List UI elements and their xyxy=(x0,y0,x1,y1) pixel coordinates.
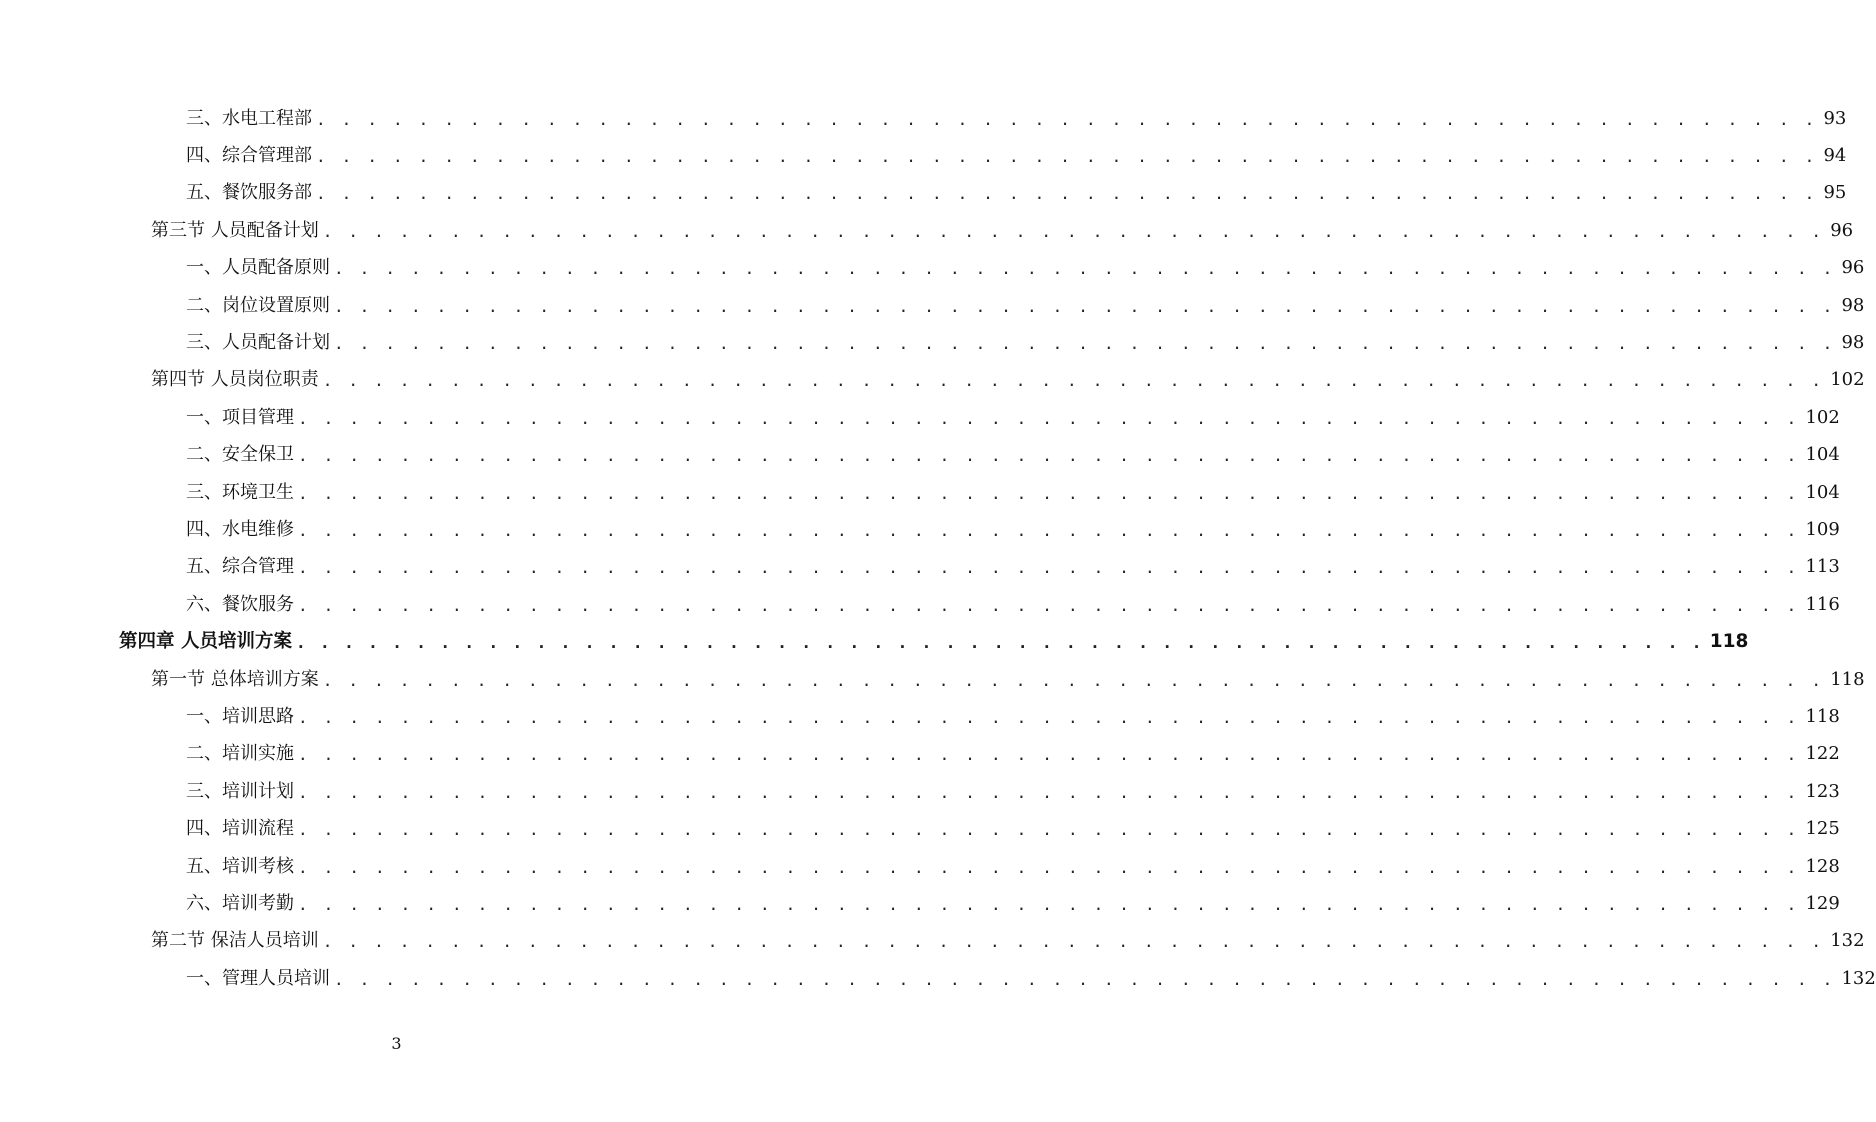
toc-entry-label: 三、人员配备计划 xyxy=(186,332,330,354)
toc-entry-page: 118 xyxy=(1830,668,1865,690)
toc-entry-page: 118 xyxy=(1709,631,1749,653)
toc-dot-leader: . . . . . . . . . . . . . . . . . . . . . . . . . . . . . . . . . . . . . . . . . . . . . . . . . . . . . . . . . . . xyxy=(322,932,1825,952)
toc-entry-label: 四、综合管理部 xyxy=(186,145,312,167)
toc-dot-leader: . . . . . . . . . . . . . . . . . . . . . . . . . . . . . . . . . . . . . . . . . . . . . . . . . . . . . . . . . . . xyxy=(298,820,1800,840)
toc-entry-page: 132 xyxy=(1830,930,1865,952)
toc-entry-page: 129 xyxy=(1805,892,1840,914)
toc-dot-leader: . . . . . . . . . . . . . . . . . . . . . . . . . . . . . . . . . . . . . . . . . . . . . . . . . . . . . . . . . . . xyxy=(298,446,1800,466)
toc-subsection-entry[interactable] xyxy=(0,586,1840,623)
toc-subsection-entry[interactable] xyxy=(0,511,1840,548)
toc-subsection-entry[interactable] xyxy=(0,100,1847,137)
toc-entry-label: 六、餐饮服务 xyxy=(186,593,294,615)
toc-subsection-entry[interactable] xyxy=(0,848,1840,885)
toc-entry-page: 123 xyxy=(1805,780,1840,802)
toc-entry-page: 102 xyxy=(1805,406,1840,428)
toc-dot-leader: . . . . . . . . . . . . . . . . . . . . . . . . . . . . . . . . . . . . . . . . . . . . . . . . . . . . . . . . . . . xyxy=(322,221,1825,241)
toc-subsection-entry[interactable] xyxy=(0,960,1876,997)
toc-dot-leader: . . . . . . . . . . . . . . . . . . . . . . . . . . . . . . . . . . . . . . . . . . . . . . . . . . . . . . . . . . . xyxy=(298,782,1800,802)
toc-subsection-entry[interactable] xyxy=(0,324,1865,361)
toc-entry-page: 104 xyxy=(1805,444,1840,466)
toc-dot-leader: . . . . . . . . . . . . . . . . . . . . . . . . . . . . . . . . . . . . . . . . . . . . . . . . . . . . . . . . . . . xyxy=(334,969,1836,989)
toc-entry-label: 五、餐饮服务部 xyxy=(186,182,312,204)
toc-dot-leader: . . . . . . . . . . . . . . . . . . . . . . . . . . . . . . . . . . . . . . . . . . . . . . . . . . . . . . . . . . . xyxy=(298,894,1800,914)
table-of-contents xyxy=(0,100,1876,997)
toc-dot-leader: . . . . . . . . . . . . . . . . . . . . . . . . . . . . . . . . . . . . . . . . . . . . . . . . . . . . . . . . . . . xyxy=(295,633,1704,653)
toc-entry-page: 95 xyxy=(1823,182,1847,204)
toc-subsection-entry[interactable] xyxy=(0,885,1840,922)
toc-entry-label: 一、人员配备原则 xyxy=(186,257,330,279)
toc-dot-leader: . . . . . . . . . . . . . . . . . . . . . . . . . . . . . . . . . . . . . . . . . . . . . . . . . . . . . . . . . . . xyxy=(298,595,1800,615)
toc-entry-label: 二、培训实施 xyxy=(186,743,294,765)
toc-subsection-entry[interactable] xyxy=(0,137,1847,174)
toc-dot-leader: . . . . . . . . . . . . . . . . . . . . . . . . . . . . . . . . . . . . . . . . . . . . . . . . . . . . . . . . . . . xyxy=(316,109,1818,129)
toc-entry-label: 一、培训思路 xyxy=(186,705,294,727)
toc-section-entry[interactable] xyxy=(0,923,1865,960)
toc-dot-leader: . . . . . . . . . . . . . . . . . . . . . . . . . . . . . . . . . . . . . . . . . . . . . . . . . . . . . . . . . . . xyxy=(298,707,1800,727)
toc-entry-page: 109 xyxy=(1805,518,1840,540)
toc-entry-page: 104 xyxy=(1805,481,1840,503)
toc-dot-leader: . . . . . . . . . . . . . . . . . . . . . . . . . . . . . . . . . . . . . . . . . . . . . . . . . . . . . . . . . . . xyxy=(322,371,1825,391)
toc-entry-label: 第一节 总体培训方案 xyxy=(151,668,319,690)
toc-entry-label: 第四章 人员培训方案 xyxy=(119,631,292,653)
toc-subsection-entry[interactable] xyxy=(0,437,1840,474)
toc-entry-label: 三、环境卫生 xyxy=(186,481,294,503)
toc-dot-leader: . . . . . . . . . . . . . . . . . . . . . . . . . . . . . . . . . . . . . . . . . . . . . . . . . . . . . . . . . . . xyxy=(334,259,1836,279)
toc-dot-leader: . . . . . . . . . . . . . . . . . . . . . . . . . . . . . . . . . . . . . . . . . . . . . . . . . . . . . . . . . . . xyxy=(298,483,1800,503)
toc-subsection-entry[interactable] xyxy=(0,175,1847,212)
toc-subsection-entry[interactable] xyxy=(0,287,1865,324)
toc-entry-page: 113 xyxy=(1805,556,1840,578)
toc-dot-leader: . . . . . . . . . . . . . . . . . . . . . . . . . . . . . . . . . . . . . . . . . . . . . . . . . . . . . . . . . . . xyxy=(298,558,1800,578)
toc-subsection-entry[interactable] xyxy=(0,549,1840,586)
toc-subsection-entry[interactable] xyxy=(0,474,1840,511)
toc-dot-leader: . . . . . . . . . . . . . . . . . . . . . . . . . . . . . . . . . . . . . . . . . . . . . . . . . . . . . . . . . . . xyxy=(334,334,1836,354)
toc-entry-label: 四、水电维修 xyxy=(186,518,294,540)
toc-dot-leader: . . . . . . . . . . . . . . . . . . . . . . . . . . . . . . . . . . . . . . . . . . . . . . . . . . . . . . . . . . . xyxy=(316,147,1818,167)
toc-entry-label: 第四节 人员岗位职责 xyxy=(151,369,319,391)
toc-subsection-entry[interactable] xyxy=(0,250,1865,287)
toc-entry-page: 118 xyxy=(1805,705,1840,727)
toc-dot-leader: . . . . . . . . . . . . . . . . . . . . . . . . . . . . . . . . . . . . . . . . . . . . . . . . . . . . . . . . . . . xyxy=(298,745,1800,765)
toc-dot-leader: . . . . . . . . . . . . . . . . . . . . . . . . . . . . . . . . . . . . . . . . . . . . . . . . . . . . . . . . . . . xyxy=(298,408,1800,428)
toc-entry-page: 98 xyxy=(1841,294,1865,316)
toc-entry-page: 93 xyxy=(1823,107,1847,129)
toc-entry-page: 102 xyxy=(1830,369,1865,391)
toc-entry-page: 128 xyxy=(1805,855,1840,877)
toc-entry-label: 三、水电工程部 xyxy=(186,107,312,129)
toc-entry-page: 116 xyxy=(1805,593,1840,615)
toc-entry-label: 五、培训考核 xyxy=(186,855,294,877)
toc-dot-leader: . . . . . . . . . . . . . . . . . . . . . . . . . . . . . . . . . . . . . . . . . . . . . . . . . . . . . . . . . . . xyxy=(298,520,1800,540)
toc-dot-leader: . . . . . . . . . . . . . . . . . . . . . . . . . . . . . . . . . . . . . . . . . . . . . . . . . . . . . . . . . . . xyxy=(334,296,1836,316)
toc-entry-page: 94 xyxy=(1823,145,1847,167)
toc-entry-label: 六、培训考勤 xyxy=(186,892,294,914)
toc-entry-label: 一、管理人员培训 xyxy=(186,967,330,989)
toc-entry-page: 132 xyxy=(1841,967,1876,989)
toc-subsection-entry[interactable] xyxy=(0,773,1840,810)
toc-entry-page: 96 xyxy=(1830,219,1854,241)
toc-section-entry[interactable] xyxy=(0,212,1854,249)
toc-entry-label: 五、综合管理 xyxy=(186,556,294,578)
toc-dot-leader: . . . . . . . . . . . . . . . . . . . . . . . . . . . . . . . . . . . . . . . . . . . . . . . . . . . . . . . . . . . xyxy=(322,670,1825,690)
toc-entry-label: 二、岗位设置原则 xyxy=(186,294,330,316)
toc-entry-page: 96 xyxy=(1841,257,1865,279)
toc-subsection-entry[interactable] xyxy=(0,399,1840,436)
toc-entry-label: 二、安全保卫 xyxy=(186,444,294,466)
toc-subsection-entry[interactable] xyxy=(0,736,1840,773)
toc-entry-label: 第二节 保洁人员培训 xyxy=(151,930,319,952)
toc-entry-label: 一、项目管理 xyxy=(186,406,294,428)
toc-subsection-entry[interactable] xyxy=(0,810,1840,847)
toc-entry-page: 125 xyxy=(1805,818,1840,840)
toc-section-entry[interactable] xyxy=(0,661,1865,698)
toc-dot-leader: . . . . . . . . . . . . . . . . . . . . . . . . . . . . . . . . . . . . . . . . . . . . . . . . . . . . . . . . . . . xyxy=(316,184,1818,204)
toc-chapter-entry[interactable] xyxy=(0,623,1749,660)
toc-entry-label: 第三节 人员配备计划 xyxy=(151,219,319,241)
toc-subsection-entry[interactable] xyxy=(0,698,1840,735)
page-number: 3 xyxy=(391,1034,402,1053)
toc-section-entry[interactable] xyxy=(0,362,1865,399)
toc-entry-page: 98 xyxy=(1841,332,1865,354)
toc-entry-page: 122 xyxy=(1805,743,1840,765)
toc-entry-label: 三、培训计划 xyxy=(186,780,294,802)
toc-dot-leader: . . . . . . . . . . . . . . . . . . . . . . . . . . . . . . . . . . . . . . . . . . . . . . . . . . . . . . . . . . . xyxy=(298,857,1800,877)
toc-entry-label: 四、培训流程 xyxy=(186,818,294,840)
